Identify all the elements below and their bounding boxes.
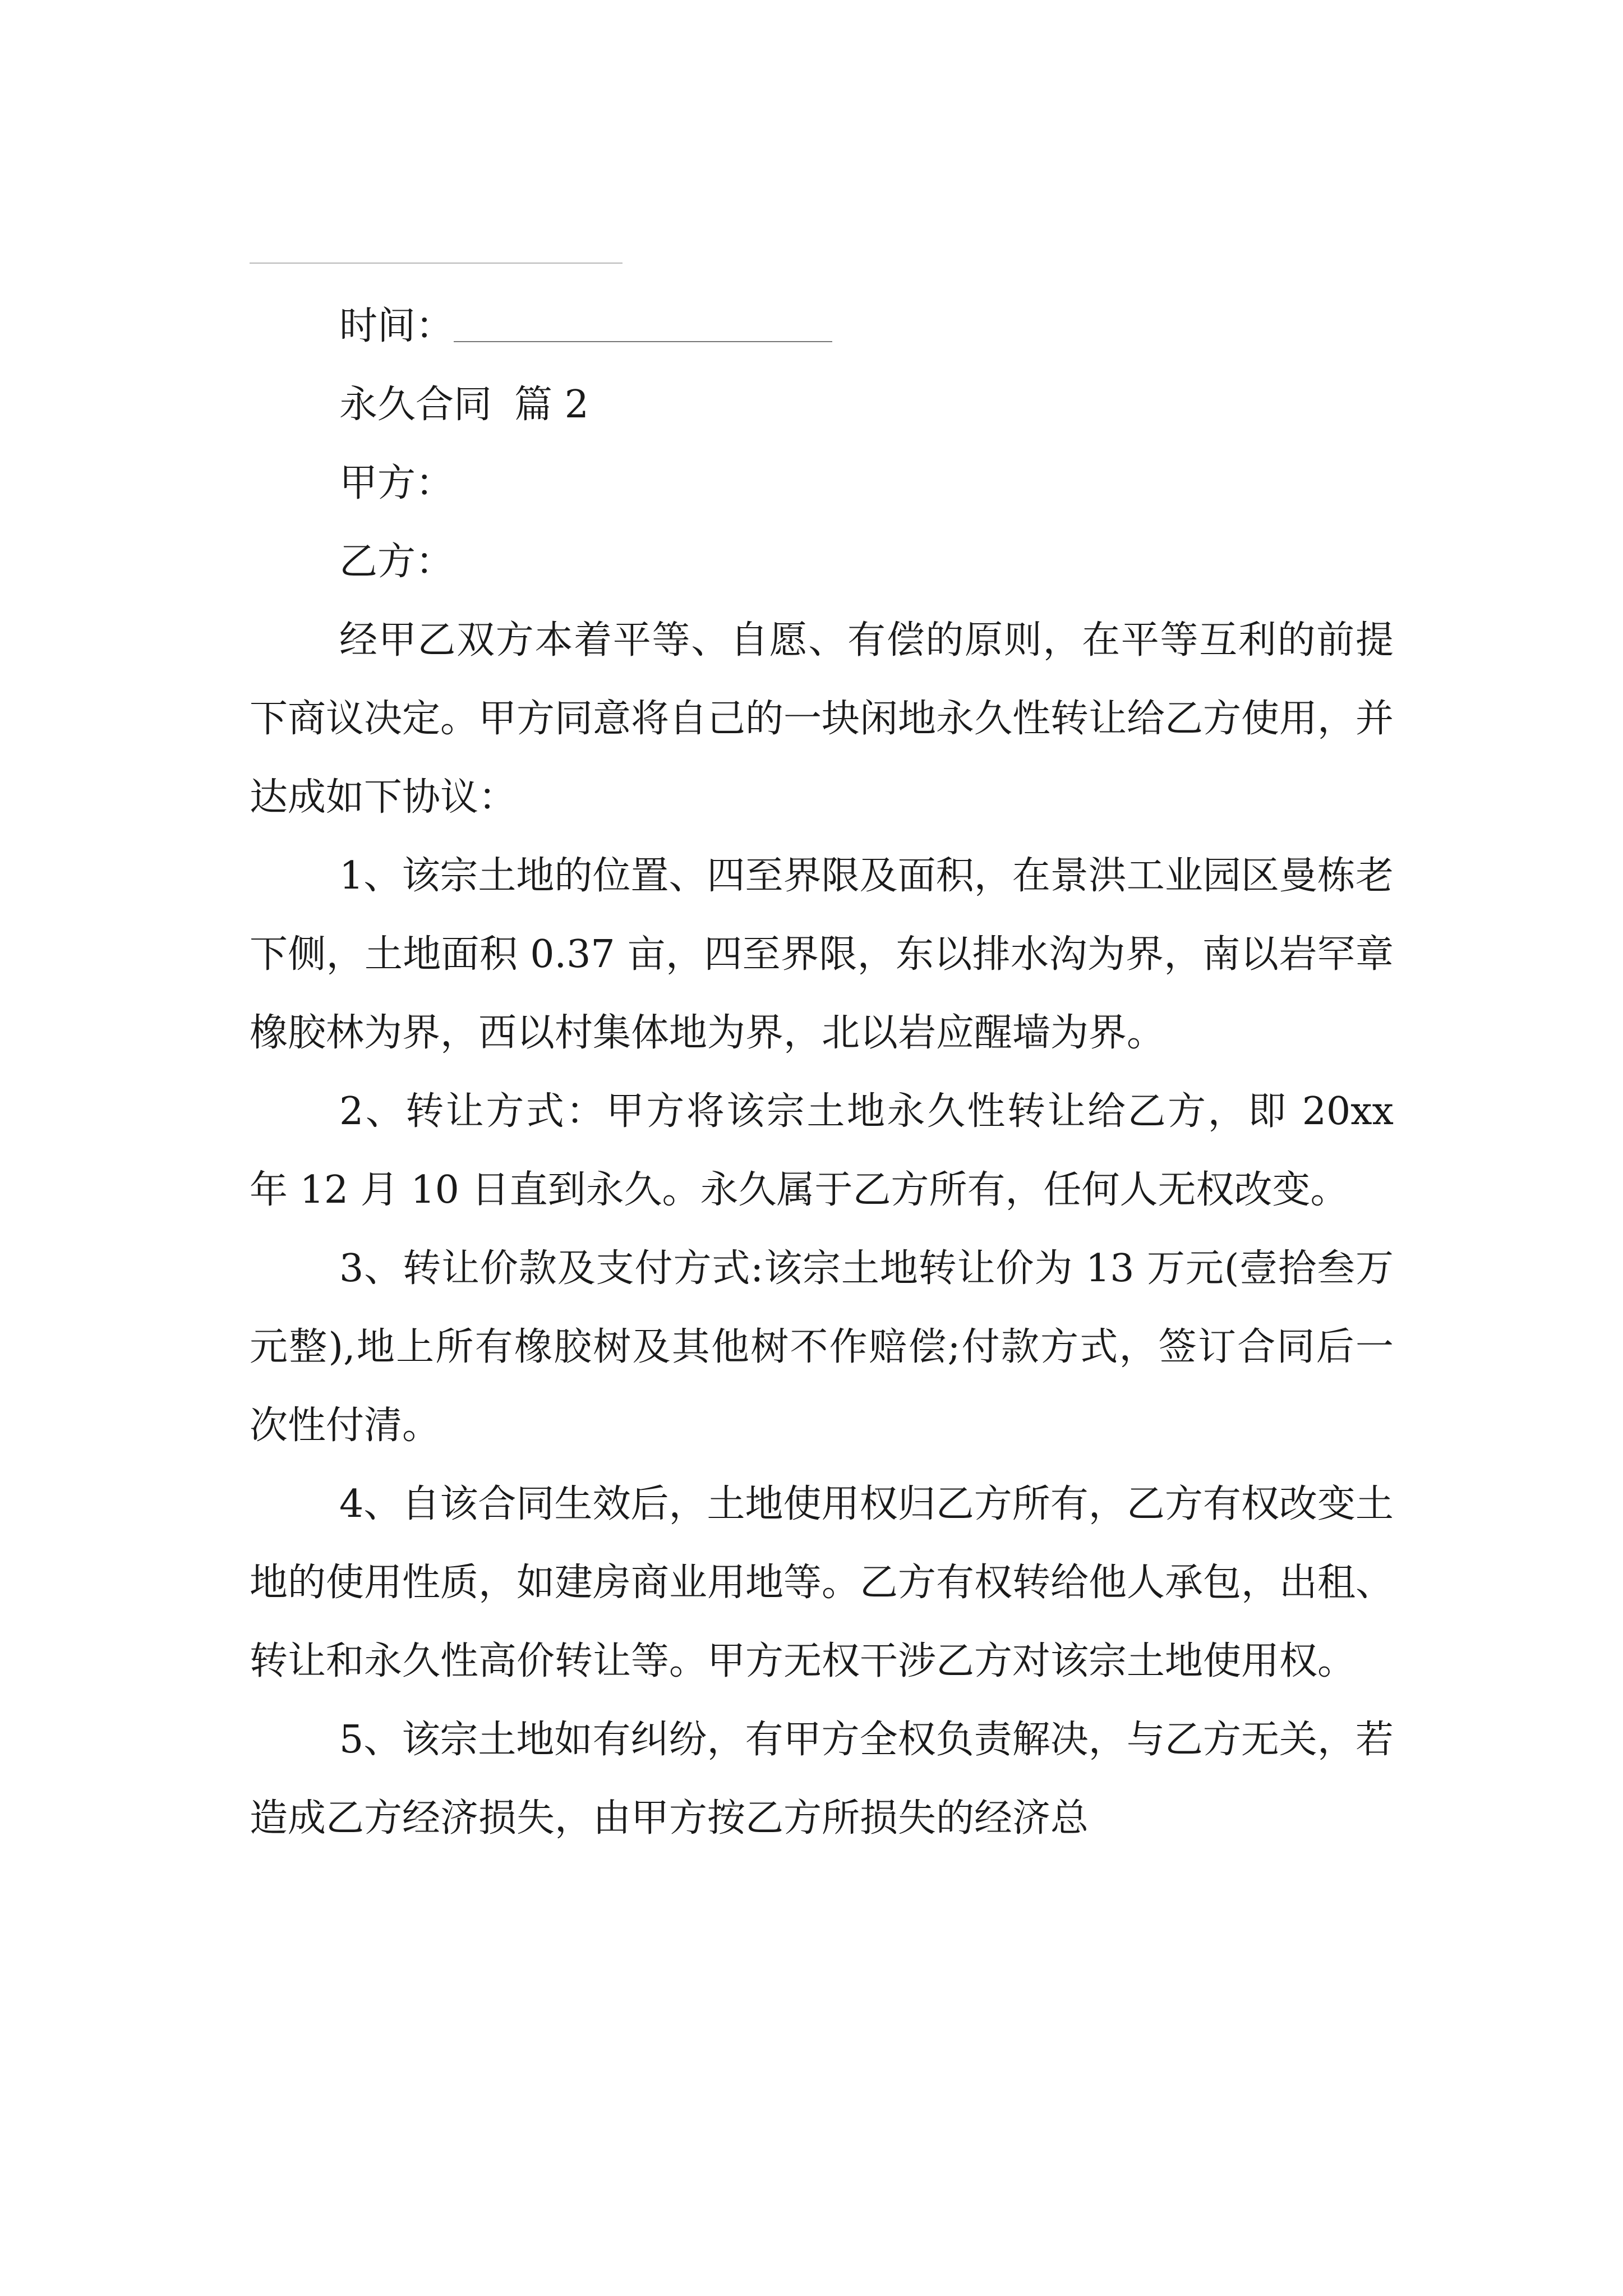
party-b-line: 乙方： (339, 540, 454, 584)
time-label: 时间： (339, 304, 454, 348)
clause-2: 2、转让方式：甲方将该宗土地永久性转让给乙方，即 20xx 年 12 月 10 日直到永久。永久属于乙方所有，任何人无权改变。 (250, 1089, 1394, 1212)
time-line (250, 287, 1394, 366)
clause-1: 1、该宗土地的位置、四至界限及面积，在景洪工业园区曼栋老下侧，土地面积 0.37 亩，四至界限，东以排水沟为界，南以岩罕章橡胶林为界，西以村集体地为界，北以岩应醒墙为界。 (250, 854, 1394, 1055)
clause-4: 4、自该合同生效后，土地使用权归乙方所有，乙方有权改变土地的使用性质，如建房商业用地等。乙方有权转给他人承包，出租、转让和永久性高价转让等。甲方无权干涉乙方对该宗土地使用权。 (250, 1482, 1394, 1683)
section-title-main: 永久合同 (339, 383, 492, 427)
clause-3: 3、转让价款及支付方式:该宗土地转让价为 13 万元(壹拾叁万元整),地上所有橡胶树及其他树不作赔偿;付款方式，签订合同后一次性付清。 (250, 1246, 1394, 1448)
top-divider (250, 263, 623, 264)
clause-5: 5、该宗土地如有纠纷，有甲方全权负责解决，与乙方无关，若造成乙方经济损失，由甲方按乙方所损失的经济总 (250, 1718, 1394, 1841)
section-title (250, 366, 1394, 444)
party-a-line: 甲方： (339, 461, 454, 505)
document-body (250, 287, 1394, 1858)
section-title-number: 篇 2 (514, 383, 589, 427)
intro-paragraph: 经甲乙双方本着平等、自愿、有偿的原则，在平等互利的前提下商议决定。甲方同意将自己的一块闲地永久性转让给乙方使用，并达成如下协议： (250, 618, 1394, 820)
time-blank-field (454, 307, 832, 342)
